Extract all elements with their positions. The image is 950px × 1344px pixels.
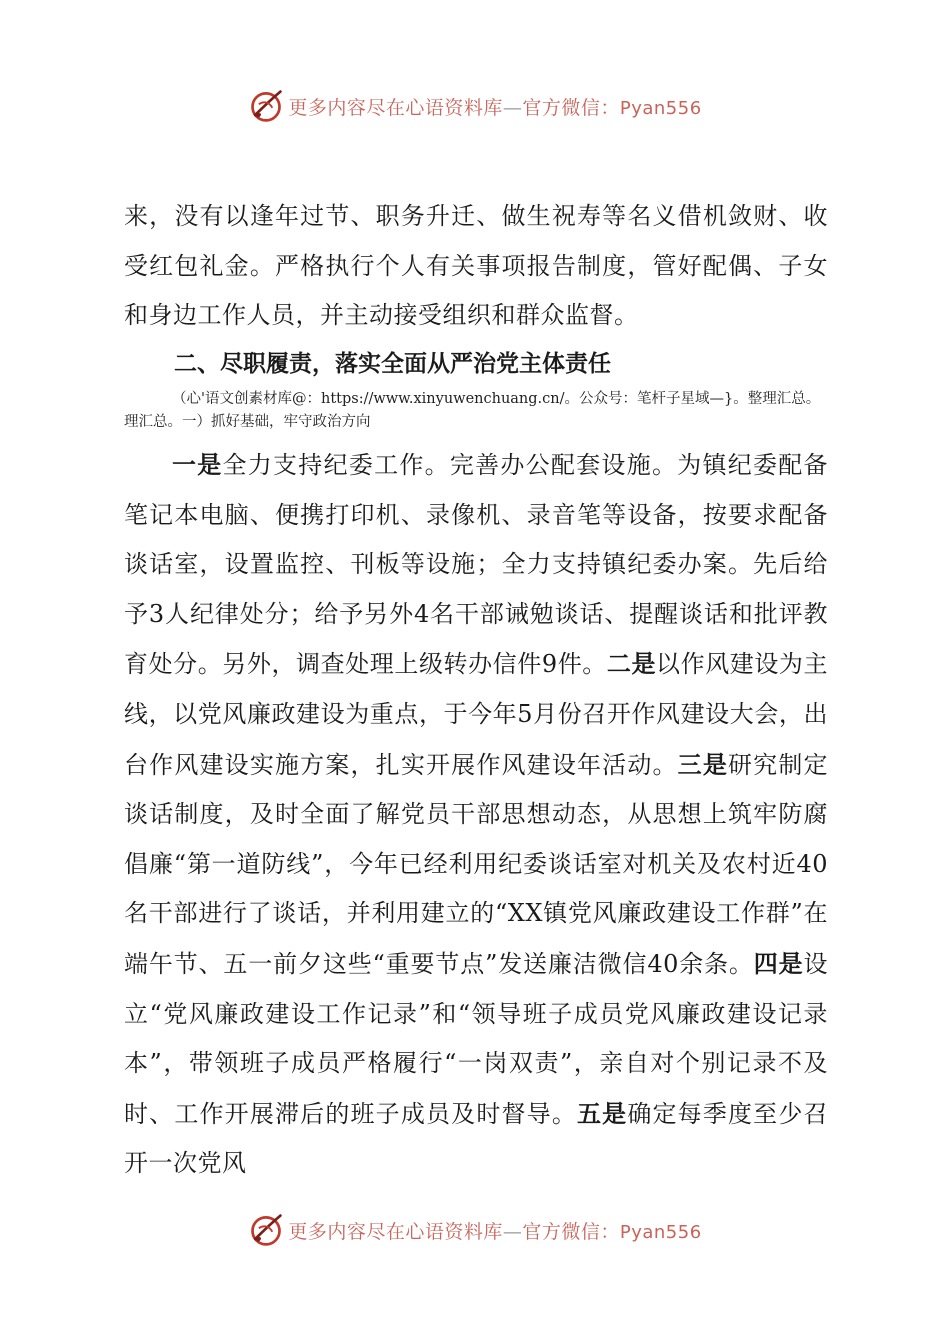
header-banner [0,86,950,126]
section-2-body [124,440,828,1189]
point-1-text: 全力支持纪委工作。完善办公配套设施。为镇纪委配备笔记本电脑、便携打印机、录像机、录音笔等设备，按要求配备谈话室，设置监控、刊板等设施；全力支持镇纪委办案。先后给予3人纪律处分；给予另外4名干部诫勉谈话、提醒谈话和批评教育处分。另外，调查处理上级转办信件9件。 [124,451,829,679]
source-note [124,388,828,434]
footer-banner [0,1210,950,1250]
paragraph-continuation [124,192,828,341]
point-4-label: 四是 [753,948,804,978]
body-paragraph-1: 来，没有以逢年过节、职务升迁、做生祝寿等名义借机敛财、收受红包礼金。严格执行个人有关事项报告制度，管好配偶、子女和身边工作人员，并主动接受组织和群众监督。 [124,202,828,330]
brush-logo-icon [248,88,284,124]
source-note-line-2: 理汇总。一）抓好基础，牢守政治方向 [124,414,371,430]
section-heading: 二、尽职履责，落实全面从严治党主体责任 [174,351,611,377]
point-4-text: 设立“党风廉政建设工作记录”和“领导班子成员党风廉政建设记录本”，带领班子成员严格履行“一岗双责”，亲自对个别记录不及时、工作开展滞后的班子成员及时督导。 [124,949,829,1128]
point-1-label: 一是 [172,450,223,479]
point-2-label: 二是 [606,649,657,679]
source-note-line-1: （心'语文创素材库@：https://www.xinyuwenchuang.cn/。公众号：笔杆子星域—}。整理汇总。 [172,391,821,407]
point-3-text: 研究制定谈话制度，及时全面了解党员干部思想动态，从思想上筑牢防腐倡廉“第一道防线”，今年已经利用纪委谈话室对机关及农村近40名干部进行了谈话，并利用建立的“XX镇党风廉政建设工作群”在端午节、五一前夕这些“重要节点”发送廉洁微信40余条。 [124,750,829,978]
banner-text: 更多内容尽在心语资料库—官方微信：Pyan556 [288,96,702,119]
point-5-label: 五是 [577,1098,628,1128]
body-paragraph-2 [124,440,828,1189]
point-2-text: 以作风建设为主线，以党风廉政建设为重点，于今年5月份召开作风建设大会，出台作风建设实施方案，扎实开展作风建设年活动。 [124,650,829,779]
banner-text: 更多内容尽在心语资料库—官方微信：Pyan556 [288,1220,702,1243]
point-3-label: 三是 [677,749,729,779]
point-5-text: 确定每季度至少召开一次党风 [124,1099,829,1178]
brush-logo-icon [248,1212,284,1248]
